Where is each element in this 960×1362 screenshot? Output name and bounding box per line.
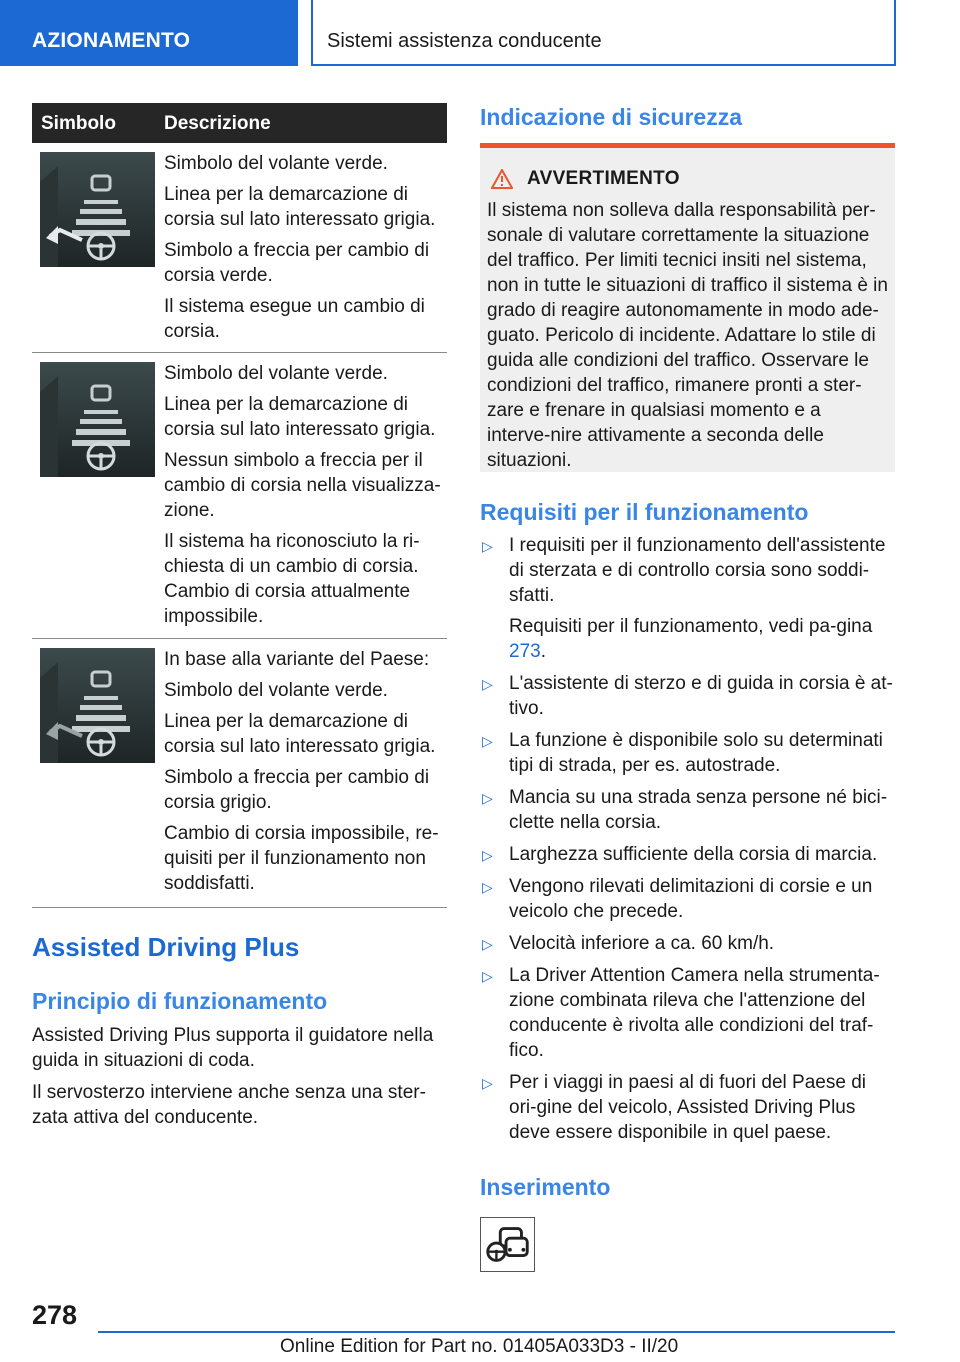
desc-line: Cambio di corsia impossibile, re-quisiti per il funzionamento non soddisfatti. [164,823,439,894]
footer-divider [98,1331,895,1333]
list-text: La funzione è disponibile solo su determinati tipi di strada, per es. autostrade. [509,730,883,776]
list-text: L'assistente di sterzo e di guida in corsia è at-tivo. [509,673,893,719]
chapter-title: Sistemi assistenza conducente [311,0,896,66]
list-item [480,671,895,721]
desc-line: Simbolo a freccia per cambio di corsia verde. [164,240,430,286]
bullet-triangle-icon: ▷ [482,847,493,863]
ref-prefix: Requisiti per il funzionamento, vedi pa-gina [509,616,873,637]
table-row [32,143,447,353]
list-text: Mancia su una strada senza persone né bici-clette nella corsia. [509,787,888,833]
list-text: Larghezza sufficiente della corsia di marcia. [509,844,878,865]
list-text: I requisiti per il funzionamento dell'assistente di sterzata e di controllo corsia sono soddi-sfatti. [509,535,886,606]
list-text: La Driver Attention Camera nella strumenta-zione combinata rileva che l'attenzione del conducente è rivolta alle condizioni del traf-fico. [509,965,880,1061]
table-row [32,353,447,639]
requirements-list [480,533,895,1152]
ref-suffix: . [540,641,546,662]
col-header-description: Descrizione [164,113,271,134]
edition-label: Online Edition for Part no. 01405A033D3 - II/20 [280,1336,679,1357]
subsection-heading: Principio di funzionamento [32,988,328,1014]
list-item [480,963,895,1063]
section-tab: AZIONAMENTO [0,0,298,66]
list-item [480,874,895,924]
list-item [480,842,895,867]
col-header-symbol: Simbolo [41,113,116,134]
lane-change-grey-arrow-icon [40,648,155,763]
bullet-triangle-icon: ▷ [482,790,493,806]
desc-line: Linea per la demarcazione di corsia sul lato interessato grigia. [164,184,436,230]
desc-line: Simbolo del volante verde. [164,680,388,701]
bullet-triangle-icon: ▷ [482,538,493,554]
row-description [164,639,447,912]
desc-line: Simbolo a freccia per cambio di corsia grigio. [164,767,430,813]
list-text: Vengono rilevati delimitazioni di corsie e un veicolo che precede. [509,876,873,922]
row-description [164,143,447,360]
bullet-triangle-icon: ▷ [482,968,493,984]
body-paragraph: Assisted Driving Plus supporta il guidatore nella guida in situazioni di coda. [32,1025,434,1071]
safety-heading: Indicazione di sicurezza [480,104,743,130]
desc-line: Il sistema ha riconosciuto la ri-chiesta di un cambio di corsia. Cambio di corsia attualmente impossibile. [164,531,420,627]
list-item [480,785,895,835]
warning-text: Il sistema non solleva dalla responsabilità per-sonale di valutare correttamente la situazione del traffico. Per limiti tecnici insiti nel sistema, non in tutte le situazioni di traffico il sistema è in grado di reagire autonomamente in modo ade-guato. Pericolo di incidente. Adattare lo stile di guida alle condizioni del traffico. Osservare le condizioni del traffico, rimanere pronti a ster-zare e frenare in qualsiasi momento e a interve-nire attivamente a seconda delle situazioni. [487,200,888,471]
activation-heading: Inserimento [480,1174,611,1200]
list-text: Velocità inferiore a ca. 60 km/h. [509,933,775,954]
list-item [480,728,895,778]
body-paragraph: Il servosterzo interviene anche senza una ster-zata attiva del conducente. [32,1082,426,1128]
table-header [32,103,447,143]
requirements-heading: Requisiti per il funzionamento [480,499,809,525]
table-row [32,639,447,908]
page-number: 278 [32,1300,78,1330]
list-item [480,533,895,664]
desc-line: Nessun simbolo a freccia per il cambio di corsia nella visualizza-zione. [164,450,441,521]
symbol-table [32,103,447,908]
bullet-triangle-icon: ▷ [482,879,493,895]
page-link[interactable]: 273 [509,641,541,662]
desc-line: Il sistema esegue un cambio di corsia. [164,296,425,342]
bullet-triangle-icon: ▷ [482,1075,493,1091]
bullet-triangle-icon: ▷ [482,676,493,692]
desc-line: Simbolo del volante verde. [164,153,388,174]
lane-no-arrow-icon [40,362,155,477]
warning-box [480,148,895,472]
list-item [480,931,895,956]
warning-title-text: AVVERTIMENTO [527,168,680,189]
warning-triangle-icon [491,169,513,189]
desc-line: Linea per la demarcazione di corsia sul lato interessato grigia. [164,711,436,757]
bullet-triangle-icon: ▷ [482,936,493,952]
list-item [480,1070,895,1145]
lane-change-green-arrow-icon [40,152,155,267]
desc-line: Linea per la demarcazione di corsia sul lato interessato grigia. [164,394,436,440]
assisted-driving-button-icon[interactable] [480,1217,535,1272]
row-description [164,353,447,645]
list-text: Per i viaggi in paesi al di fuori del Paese di ori-gine del veicolo, Assisted Driving Plus deve essere disponibile in quel paese. [509,1072,866,1143]
warning-title [491,168,888,190]
list-subtext [509,614,895,664]
desc-line: In base alla variante del Paese: [164,649,430,670]
bullet-triangle-icon: ▷ [482,733,493,749]
section-heading: Assisted Driving Plus [32,932,300,962]
desc-line: Simbolo del volante verde. [164,363,388,384]
